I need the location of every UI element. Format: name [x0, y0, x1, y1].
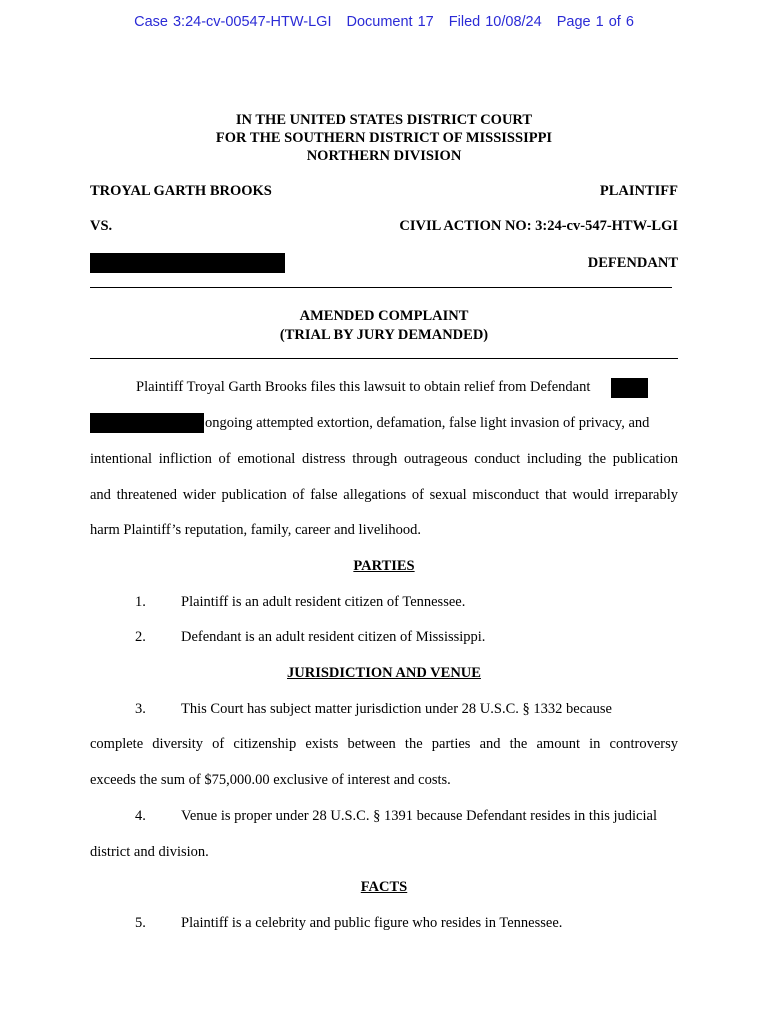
redacted-defendant-name-inline-2 — [90, 413, 204, 433]
intro-line-4: and threatened wider publication of false allegations of sexual misconduct that would irreparably — [90, 487, 678, 503]
title-divider — [90, 358, 678, 359]
intro-line-5: harm Plaintiff’s reputation, family, career and livelihood. — [90, 522, 421, 538]
ecf-header-stamp — [0, 14, 768, 30]
paragraph-5: Plaintiff is a celebrity and public figure who resides in Tennessee. — [181, 915, 563, 931]
court-heading — [0, 111, 768, 165]
paragraph-3-line-1: This Court has subject matter jurisdiction under 28 U.S.C. § 1332 because — [181, 701, 612, 717]
paragraph-number-1: 1. — [135, 594, 146, 610]
court-line-1: IN THE UNITED STATES DISTRICT COURT — [235, 112, 533, 128]
paragraph-1: Plaintiff is an adult resident citizen of Tennessee. — [181, 594, 466, 610]
paragraph-number-5: 5. — [135, 915, 146, 931]
jurisdiction-heading: JURISDICTION AND VENUE — [287, 665, 481, 681]
paragraph-number-2: 2. — [135, 629, 146, 645]
filed-date: Filed 10/08/24 — [448, 14, 542, 30]
document-number: Document 17 — [346, 14, 434, 30]
intro-line-2: ongoing attempted extortion, defamation, false light invasion of privacy, and — [205, 415, 650, 431]
plaintiff-label: PLAINTIFF — [599, 183, 678, 199]
defendant-label: DEFENDANT — [587, 255, 678, 271]
facts-heading: FACTS — [360, 879, 408, 895]
page-indicator: Page 1 of 6 — [556, 14, 634, 30]
redacted-defendant-name — [90, 253, 285, 273]
parties-heading: PARTIES — [353, 558, 415, 574]
paragraph-4-line-2: district and division. — [90, 844, 209, 860]
paragraph-4-line-1: Venue is proper under 28 U.S.C. § 1391 because Defendant resides in this judicial — [181, 808, 657, 824]
paragraph-number-4: 4. — [135, 808, 146, 824]
paragraph-number-3: 3. — [135, 701, 146, 717]
civil-action-number: CIVIL ACTION NO: 3:24-cv-547-HTW-LGI — [399, 218, 678, 234]
document-title — [0, 307, 768, 345]
plaintiff-name: TROYAL GARTH BROOKS — [90, 183, 272, 199]
caption-divider — [90, 287, 672, 288]
caption-plaintiff-row — [90, 183, 678, 200]
title-line-1: AMENDED COMPLAINT — [299, 308, 469, 324]
case-number: Case 3:24-cv-00547-HTW-LGI — [134, 14, 332, 30]
court-line-2: FOR THE SOUTHERN DISTRICT OF MISSISSIPPI — [215, 130, 553, 146]
caption-vs-row — [90, 218, 678, 235]
paragraph-2: Defendant is an adult resident citizen of Mississippi. — [181, 629, 486, 645]
paragraph-3-line-2: complete diversity of citizenship exists between the parties and the amount in controversy — [90, 736, 678, 752]
vs-label: VS. — [90, 218, 113, 234]
title-line-2: (TRIAL BY JURY DEMANDED) — [279, 327, 489, 343]
intro-line-3: intentional infliction of emotional distress through outrageous conduct including the publication — [90, 451, 678, 467]
paragraph-3-line-3: exceeds the sum of $75,000.00 exclusive of interest and costs. — [90, 772, 451, 788]
redacted-defendant-name-inline-1 — [611, 378, 648, 398]
court-line-3: NORTHERN DIVISION — [306, 148, 462, 164]
intro-line-1: Plaintiff Troyal Garth Brooks files this lawsuit to obtain relief from Defendant — [136, 379, 591, 395]
